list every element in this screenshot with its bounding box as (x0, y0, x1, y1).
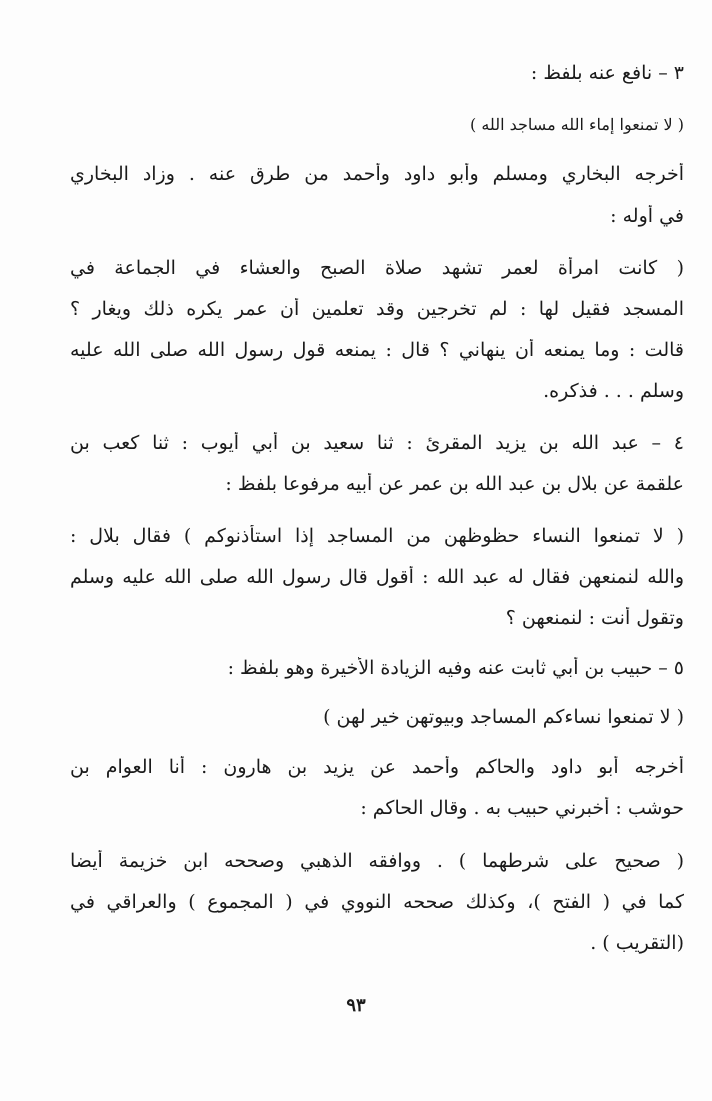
hadith-quote: ( لا تمنعوا النساء حظوظهن من المساجد إذا استأذنوكم ) فقال بلال : (70, 525, 684, 547)
paragraph-line: وتقول أنت : لنمنعهن ؟ (505, 607, 684, 629)
quote-line: المسجد فقيل لها : لم تخرجين وقد تعلمين أن عمر يكره ذلك ويغار ؟ (70, 298, 684, 320)
hadith-quote: ( لا تمنعوا نساءكم المساجد وبيوتهن خير لهن ) (323, 706, 684, 728)
quote-line: ( كانت امرأة لعمر تشهد صلاة الصبح والعشاء في الجماعة في (70, 257, 684, 279)
paragraph-line: والله لنمنعهن فقال له عبد الله : أقول قال رسول الله صلى الله عليه وسلم (70, 566, 684, 588)
paragraph-line: (التقريب ) . (590, 932, 684, 954)
numbered-item-5: ٥ – حبيب بن أبي ثابت عنه وفيه الزيادة الأخيرة وهو بلفظ : (227, 657, 684, 679)
paragraph-line: علقمة عن بلال بن عبد الله بن عمر عن أبيه مرفوعا بلفظ : (225, 473, 684, 495)
paragraph-line: حوشب : أخبرني حبيب به . وقال الحاكم : (360, 797, 684, 819)
paragraph-line: أخرجه البخاري ومسلم وأبو داود وأحمد من طرق عنه . وزاد البخاري (70, 163, 684, 185)
quote-line: وسلم . . . فذكره. (543, 380, 684, 402)
paragraph-line: كما في ( الفتح )، وكذلك صححه النووي في ( المجموع ) والعراقي في (70, 891, 684, 913)
numbered-item-4: ٤ – عبد الله بن يزيد المقرئ : ثنا سعيد بن أبي أيوب : ثنا كعب بن (70, 432, 684, 454)
hadith-quote: ( لا تمنعوا إماء الله مساجد الله ) (470, 115, 684, 134)
paragraph-line: أخرجه أبو داود والحاكم وأحمد عن يزيد بن هارون : أنا العوام بن (70, 756, 684, 778)
numbered-item-3: ٣ – نافع عنه بلفظ : (530, 62, 684, 84)
page-number: ٩٣ (346, 995, 366, 1016)
paragraph-line: ( صحيح على شرطهما ) . ووافقه الذهبي وصححه ابن خزيمة أيضا (70, 850, 684, 872)
paragraph-line: في أوله : (610, 205, 684, 227)
quote-line: قالت : وما يمنعه أن ينهاني ؟ قال : يمنعه قول رسول الله صلى الله عليه (70, 339, 684, 361)
